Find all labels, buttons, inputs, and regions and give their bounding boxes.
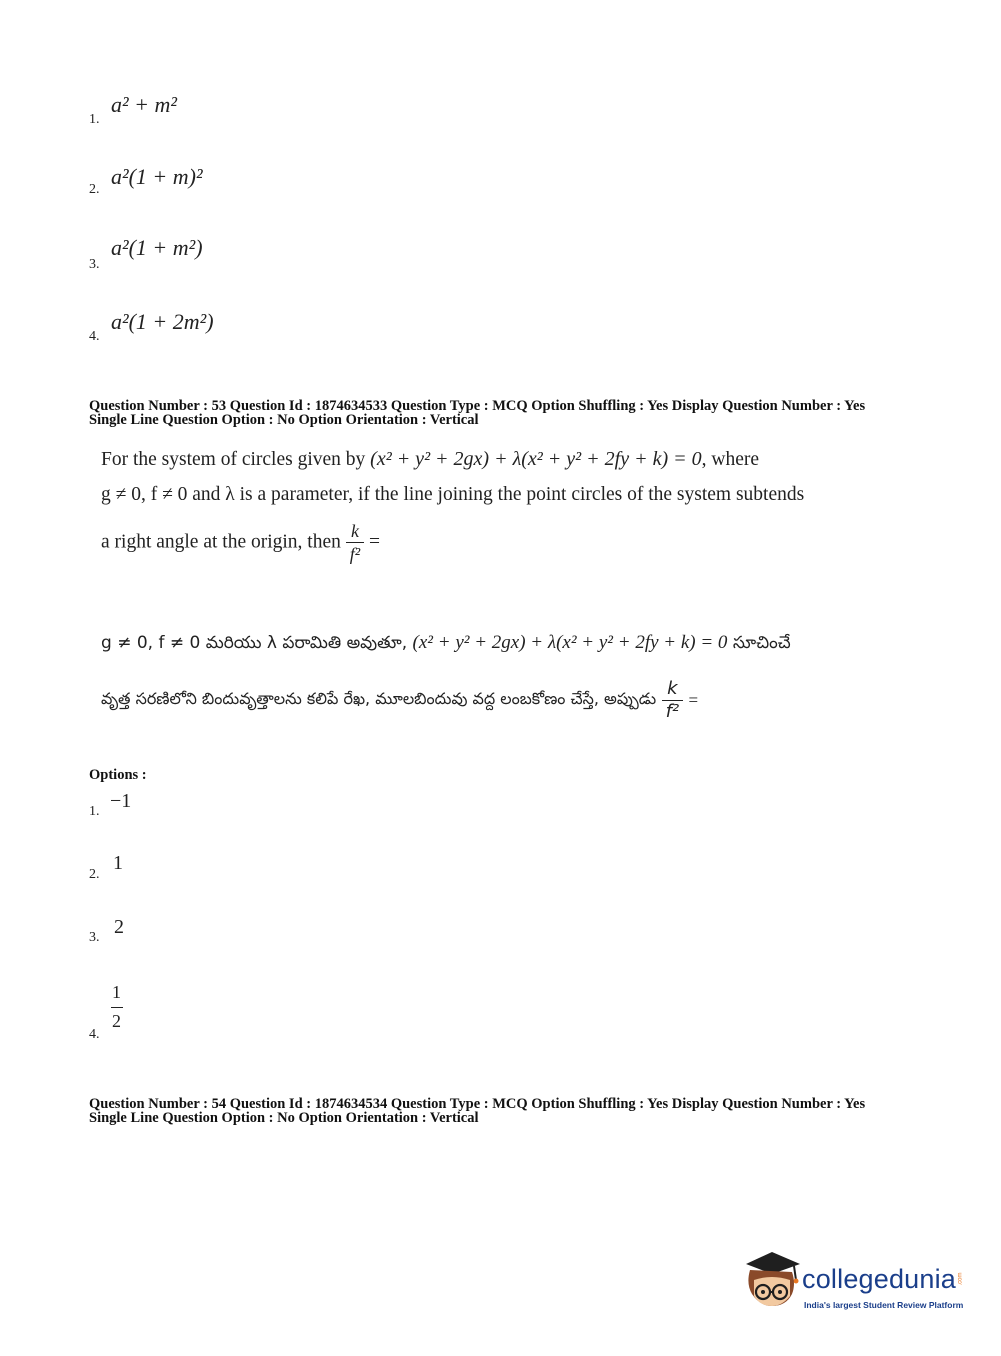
question-53-meta-line-2: Single Line Question Option : No Option Orientation : Vertical bbox=[89, 412, 479, 428]
option-number: 2. bbox=[89, 182, 100, 197]
logo-wordmark: collegedunia bbox=[802, 1264, 957, 1294]
fraction-bar bbox=[111, 1007, 123, 1008]
question-53-english-line-2: g ≠ 0, f ≠ 0 and λ is a parameter, if the line joining the point circles of the system subtends bbox=[101, 484, 805, 505]
option-expression: a²(1 + m)² bbox=[111, 164, 203, 189]
question-54-meta-line-2: Single Line Question Option : No Option Orientation : Vertical bbox=[89, 1110, 479, 1126]
option-expression: a²(1 + m²) bbox=[111, 235, 203, 260]
option-value: 1 bbox=[113, 852, 123, 874]
question-53-telugu-line-1 bbox=[101, 632, 791, 657]
option-number: 3. bbox=[89, 930, 100, 945]
fraction-numerator: k bbox=[350, 521, 359, 541]
telugu-text: g ≠ 0, f ≠ 0 మరియు λ పరామితి అవుతూ, bbox=[101, 633, 408, 653]
option-3[interactable] bbox=[89, 916, 149, 948]
option-2[interactable] bbox=[89, 852, 149, 884]
equals-sign: = bbox=[688, 690, 699, 710]
question-53-meta-line-1: Question Number : 53 Question Id : 1874634533 Question Type : MCQ Option Shuffling : Yes Display Question Number : Yes bbox=[89, 398, 866, 414]
option-value: 2 bbox=[114, 916, 124, 938]
k-over-f-squared bbox=[346, 520, 364, 565]
option-number: 4. bbox=[89, 1027, 100, 1042]
option-value: −1 bbox=[110, 790, 132, 812]
logo-tagline: India's largest Student Review Platform bbox=[804, 1300, 964, 1310]
option-number: 3. bbox=[89, 257, 100, 272]
telugu-text: వృత్త సరణిలోని బిందువృత్తాలను కలిపే రేఖ, మూలబిందువు వద్ద లంబకోణం చేస్తే, అప్పుడు bbox=[101, 689, 657, 708]
option-4[interactable] bbox=[89, 982, 149, 1044]
fraction-numerator: k bbox=[667, 678, 678, 699]
fraction-denominator: f² bbox=[662, 700, 684, 723]
logo-com-suffix: .com bbox=[957, 1272, 964, 1286]
equals-sign: = bbox=[369, 531, 381, 553]
option-1[interactable] bbox=[89, 790, 149, 822]
circle-system-equation: (x² + y² + 2gx) + λ(x² + y² + 2fy + k) = 0 bbox=[412, 632, 728, 653]
question-text-end: , where bbox=[701, 449, 760, 470]
fraction-numerator: 1 bbox=[112, 982, 121, 1002]
options-label: Options : bbox=[89, 767, 147, 783]
fraction-denominator: 2 bbox=[112, 1011, 121, 1031]
question-54-meta-line-1: Question Number : 54 Question Id : 1874634534 Question Type : MCQ Option Shuffling : Yes Display Question Number : Yes bbox=[89, 1096, 866, 1112]
question-53-english-line-1 bbox=[101, 448, 759, 471]
circle-system-equation: (x² + y² + 2gx) + λ(x² + y² + 2fy + k) = 0 bbox=[370, 448, 702, 470]
question-53-english-line-3 bbox=[101, 520, 380, 565]
option-number: 4. bbox=[89, 329, 100, 344]
option-expression: a² + m² bbox=[111, 92, 177, 117]
option-number: 1. bbox=[89, 112, 100, 127]
fraction-denominator: f² bbox=[346, 542, 364, 565]
question-53-telugu-line-2 bbox=[101, 678, 698, 723]
k-over-f-squared bbox=[662, 678, 684, 723]
telugu-text-end: సూచించే bbox=[732, 633, 791, 653]
question-text: For the system of circles given by bbox=[101, 449, 366, 470]
option-number: 2. bbox=[89, 867, 100, 882]
option-number: 1. bbox=[89, 804, 100, 819]
collegedunia-logo[interactable] bbox=[742, 1250, 972, 1320]
question-text: a right angle at the origin, then bbox=[101, 531, 341, 553]
option-expression: a²(1 + 2m²) bbox=[111, 309, 214, 334]
mascot-icon bbox=[742, 1250, 802, 1312]
